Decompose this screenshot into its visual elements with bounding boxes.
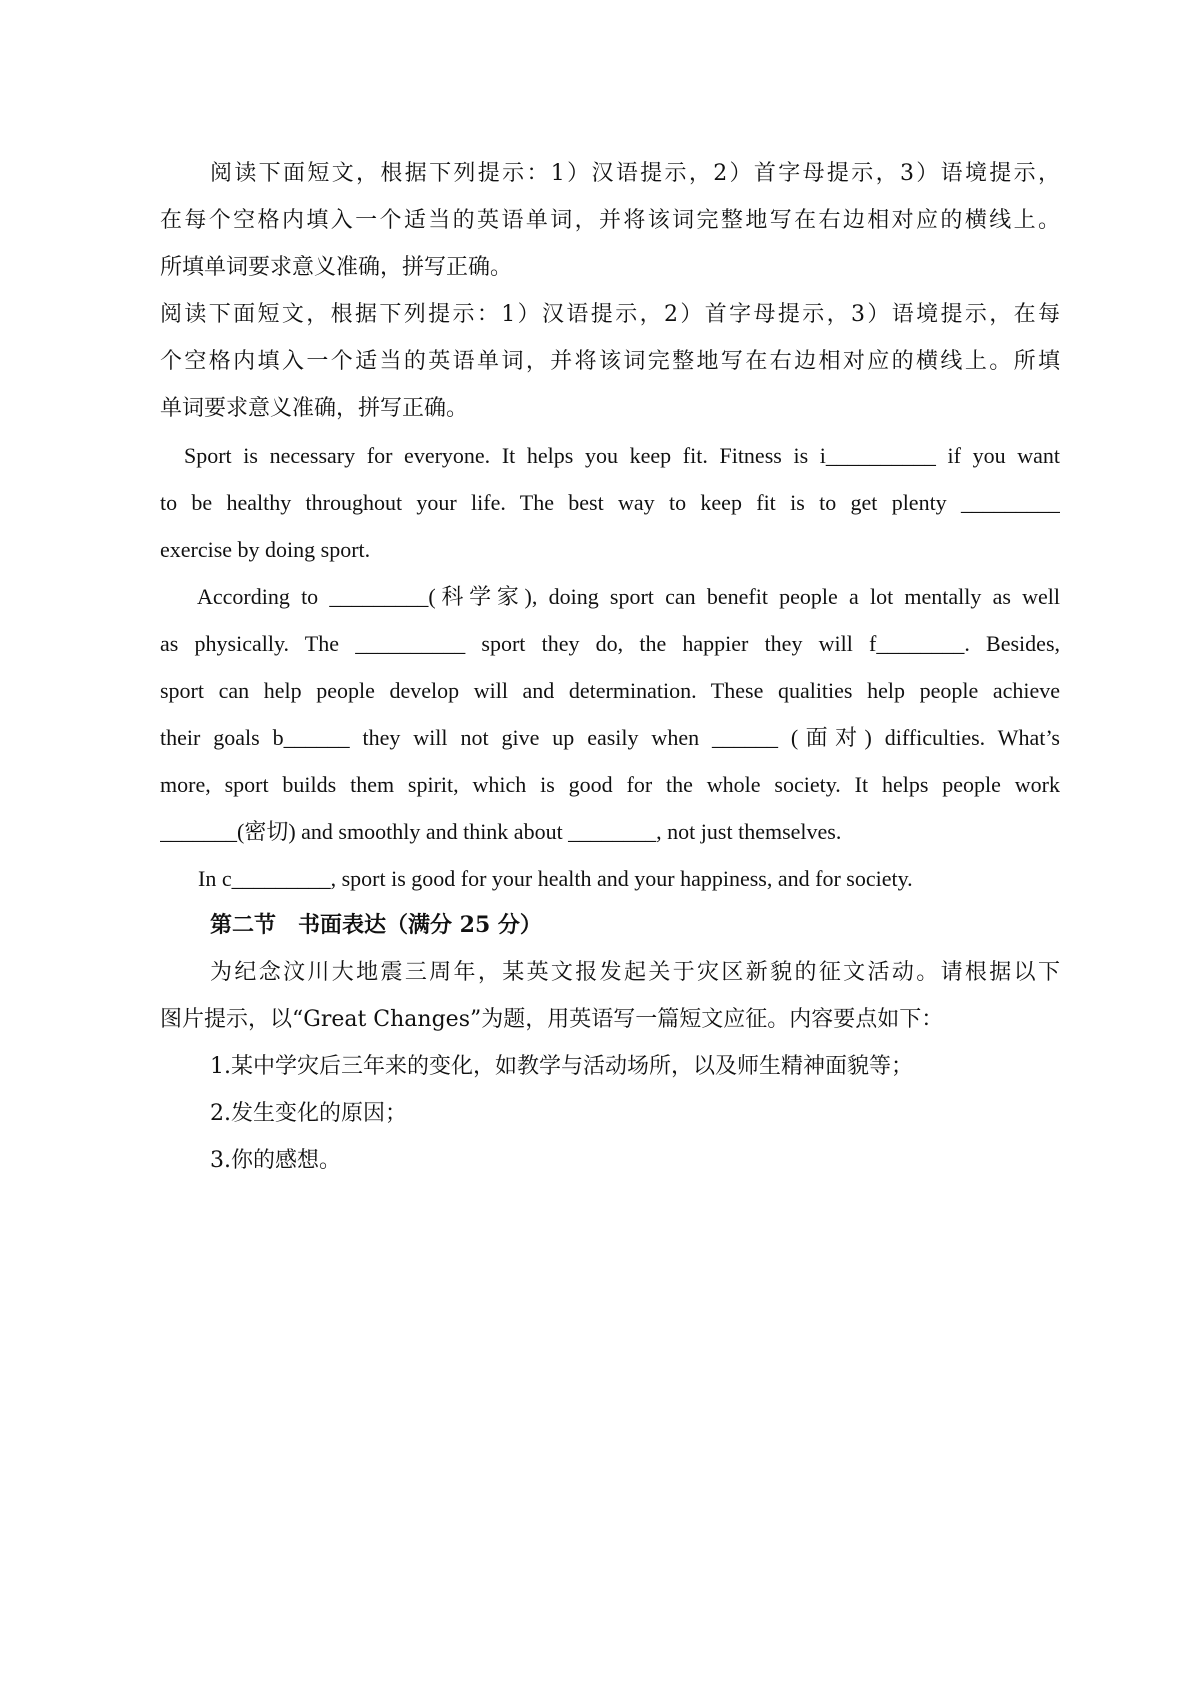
passage-line: In c_________, sport is good for your health and your happiness, and for society. bbox=[198, 866, 913, 891]
instructions-b-line: 阅读下面短文，根据下列提示：1）汉语提示，2）首字母提示，3）语境提示，在每 bbox=[160, 302, 1060, 327]
section-2 bbox=[160, 902, 1060, 1184]
instructions-a-line: 阅读下面短文，根据下列提示：1）汉语提示，2）首字母提示，3）语境提示， bbox=[210, 161, 1060, 186]
instructions-b-line: 单词要求意义准确，拼写正确。 bbox=[160, 396, 469, 421]
instructions-b bbox=[160, 291, 1060, 432]
passage-paragraph-3 bbox=[160, 855, 1060, 902]
instructions-a-line: 所填单词要求意义准确，拼写正确。 bbox=[160, 255, 513, 280]
passage-line: exercise by doing sport. bbox=[160, 537, 371, 562]
passage-line: their goals b______ they will not give up easily when ______ (面对) difficulties. What’s bbox=[160, 725, 1060, 750]
section-2-point: 2.发生变化的原因； bbox=[210, 1101, 407, 1126]
section-2-point: 1.某中学灾后三年来的变化，如教学与活动场所，以及师生精神面貌等； bbox=[210, 1054, 913, 1079]
document-page bbox=[160, 150, 1060, 1184]
section-2-intro-line: 为纪念汶川大地震三周年，某英文报发起关于灾区新貌的征文活动。请根据以下 bbox=[210, 960, 1060, 985]
passage-line: sport can help people develop will and determination. These qualities help people achieve bbox=[160, 678, 1060, 703]
passage-line: Sport is necessary for everyone. It helps you keep fit. Fitness is i__________ if you want bbox=[184, 443, 1060, 468]
passage-line: to be healthy throughout your life. The best way to keep fit is to get plenty _________ bbox=[160, 490, 1060, 515]
passage-paragraph-1 bbox=[160, 432, 1060, 573]
section-2-intro-line: 图片提示，以“Great Changes”为题，用英语写一篇短文应征。内容要点如下： bbox=[160, 1007, 944, 1032]
instructions-a-line: 在每个空格内填入一个适当的英语单词，并将该词完整地写在右边相对应的横线上。 bbox=[160, 208, 1060, 233]
passage-line: _______(密切) and smoothly and think about ________, not just themselves. bbox=[160, 819, 842, 844]
section-2-title: 第二节 书面表达（满分 25 分） bbox=[210, 912, 542, 938]
passage-line: more, sport builds them spirit, which is good for the whole society. It helps people work bbox=[160, 772, 1060, 797]
passage-line: According to _________(科学家), doing sport can benefit people a lot mentally as well bbox=[197, 584, 1060, 609]
instructions-b-line: 个空格内填入一个适当的英语单词，并将该词完整地写在右边相对应的横线上。所填 bbox=[160, 349, 1060, 374]
passage-line: as physically. The __________ sport they do, the happier they will f________. Besides, bbox=[160, 631, 1060, 656]
instructions-a bbox=[160, 150, 1060, 291]
section-2-point: 3.你的感想。 bbox=[210, 1148, 341, 1173]
passage-paragraph-2 bbox=[160, 573, 1060, 855]
